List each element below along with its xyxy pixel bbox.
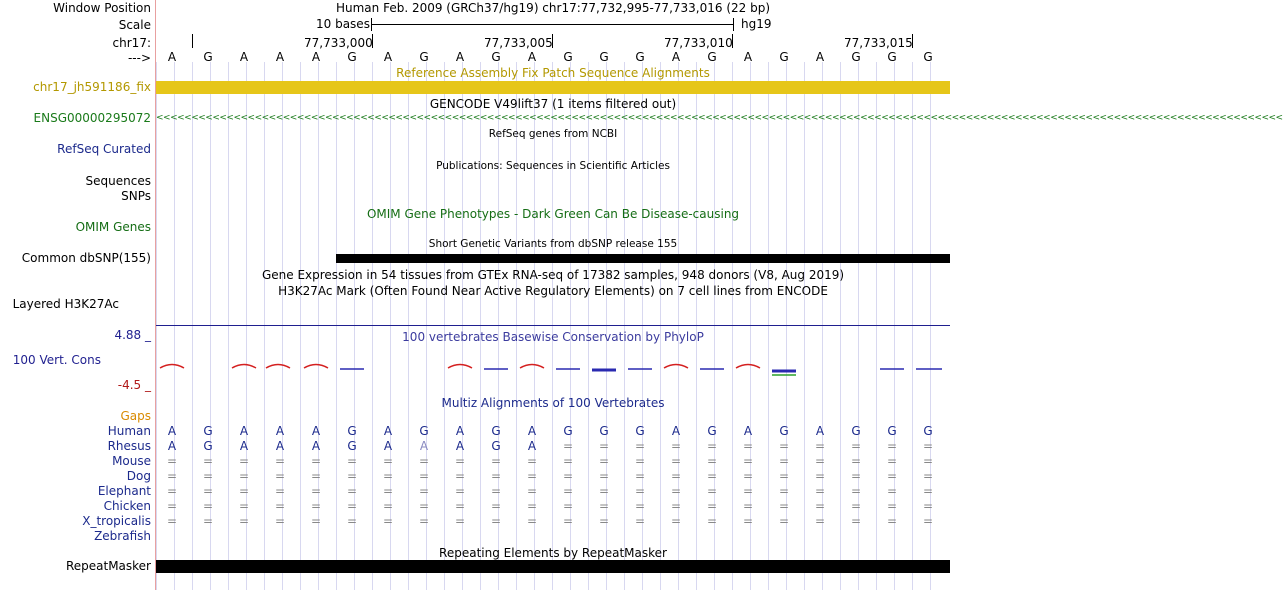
alignment-base: A [383, 424, 393, 438]
alignment-base: = [526, 454, 538, 468]
alignment-base: = [490, 514, 502, 528]
scale-text: 10 bases [316, 17, 370, 31]
sequence-base: G [419, 50, 429, 64]
grid-line [912, 62, 913, 590]
refseq-title: RefSeq genes from NCBI [488, 128, 618, 140]
sequence-base: G [599, 50, 609, 64]
sequence-base: A [167, 50, 177, 64]
sequence-base: A [239, 50, 249, 64]
sequence-base: G [851, 50, 861, 64]
position-text: Human Feb. 2009 (GRCh37/hg19) chr17:77,732,995-77,733,016 (22 bp) [335, 1, 770, 15]
alignment-base: = [922, 454, 934, 468]
grid-line [516, 62, 517, 590]
alignment-base: = [202, 484, 214, 498]
alignment-base: = [526, 469, 538, 483]
track-label-fix-patch[interactable]: chr17_jh591186_fix [33, 80, 151, 94]
alignment-base: = [814, 484, 826, 498]
grid-line [660, 62, 661, 590]
alignment-base: = [346, 469, 358, 483]
alignment-base: G [491, 424, 501, 438]
sequence-base: A [383, 50, 393, 64]
alignment-base: G [203, 424, 213, 438]
grid-line [300, 62, 301, 590]
alignment-base: = [634, 514, 646, 528]
track-label-snps[interactable]: SNPs [121, 189, 151, 203]
alignment-base: = [454, 469, 466, 483]
alignment-base: A [239, 439, 249, 453]
gtex-title: Gene Expression in 54 tissues from GTEx RNA-seq of 17382 samples, 948 donors (V8, Aug 2019) [261, 268, 845, 282]
grid-line [840, 62, 841, 590]
alignment-base: = [238, 499, 250, 513]
sequence-base: A [275, 50, 285, 64]
alignment-base: = [634, 454, 646, 468]
alignment-base: = [454, 454, 466, 468]
grid-line [192, 62, 193, 590]
sequence-base: G [563, 50, 573, 64]
alignment-base: = [238, 484, 250, 498]
publications-title: Publications: Sequences in Scientific Articles [436, 160, 670, 172]
alignment-base: = [490, 499, 502, 513]
scale-label: Scale [118, 18, 151, 32]
alignment-base: G [347, 439, 357, 453]
alignment-base: G [563, 424, 573, 438]
track-label-refseq[interactable]: RefSeq Curated [57, 142, 151, 156]
alignment-base: = [850, 484, 862, 498]
alignment-base: = [814, 514, 826, 528]
dbsnp-title: Short Genetic Variants from dbSNP release 155 [428, 238, 678, 250]
alignment-base: G [491, 439, 501, 453]
grid-line [804, 62, 805, 590]
alignment-base: = [742, 499, 754, 513]
alignment-base: = [166, 499, 178, 513]
alignment-base: = [382, 469, 394, 483]
track-label-gencode[interactable]: ENSG00000295072 [33, 111, 151, 125]
repeatmasker-element-bar[interactable] [156, 560, 950, 573]
repeatmasker-title: Repeating Elements by RepeatMasker [439, 546, 667, 560]
alignment-base: = [670, 454, 682, 468]
alignment-base: = [922, 484, 934, 498]
alignment-base: = [310, 484, 322, 498]
alignment-base: G [887, 424, 897, 438]
species-label[interactable]: Elephant [97, 484, 151, 498]
alignment-base: = [742, 439, 754, 453]
alignment-base: = [310, 499, 322, 513]
alignment-base: G [707, 424, 717, 438]
track-label-conservation[interactable]: 100 Vert. Cons [12, 353, 101, 367]
conservation-title: 100 vertebrates Basewise Conservation by PhyloP [402, 330, 704, 344]
grid-line [624, 62, 625, 590]
alignment-base: G [419, 424, 429, 438]
alignment-base: = [634, 469, 646, 483]
alignment-base: = [670, 499, 682, 513]
alignment-base: = [778, 454, 790, 468]
alignment-base: = [562, 484, 574, 498]
alignment-base: = [814, 469, 826, 483]
alignment-base: = [202, 499, 214, 513]
gencode-title: GENCODE V49lift37 (1 items filtered out) [429, 97, 677, 111]
alignment-base: A [671, 424, 681, 438]
alignment-base: = [886, 454, 898, 468]
track-label-column [0, 0, 156, 590]
alignment-base: = [274, 499, 286, 513]
alignment-base: = [310, 454, 322, 468]
sequence-base: A [527, 50, 537, 64]
alignment-base: = [670, 484, 682, 498]
sequence-base: A [743, 50, 753, 64]
alignment-base: = [742, 469, 754, 483]
alignment-base: = [850, 469, 862, 483]
window-position-label: Window Position [53, 1, 151, 15]
alignment-base: = [346, 514, 358, 528]
species-label[interactable]: X_tropicalis [82, 514, 151, 528]
alignment-base: = [490, 469, 502, 483]
sequence-base: G [491, 50, 501, 64]
alignment-base: = [238, 454, 250, 468]
alignment-base: = [346, 499, 358, 513]
alignment-base: = [778, 499, 790, 513]
alignment-base: = [706, 514, 718, 528]
alignment-base: = [454, 484, 466, 498]
grid-line [372, 62, 373, 590]
alignment-base: = [274, 469, 286, 483]
alignment-base: = [598, 484, 610, 498]
alignment-base: = [778, 439, 790, 453]
alignment-base: = [418, 484, 430, 498]
alignment-base: = [778, 484, 790, 498]
browser-image[interactable] [156, 0, 1283, 590]
alignment-base: = [238, 469, 250, 483]
alignment-base: = [706, 469, 718, 483]
alignment-base: = [238, 514, 250, 528]
alignment-base: A [527, 424, 537, 438]
alignment-base: = [418, 514, 430, 528]
alignment-base: A [239, 424, 249, 438]
sequence-base: G [635, 50, 645, 64]
alignment-base: = [310, 514, 322, 528]
alignment-base: A [455, 439, 465, 453]
alignment-base: = [526, 514, 538, 528]
grid-line [264, 62, 265, 590]
alignment-base: = [346, 454, 358, 468]
grid-line [228, 62, 229, 590]
alignment-base: A [311, 439, 321, 453]
alignment-base: = [850, 514, 862, 528]
alignment-base: = [526, 484, 538, 498]
sequence-base: G [923, 50, 933, 64]
species-label[interactable]: Zebrafish [94, 529, 151, 543]
alignment-base: = [598, 514, 610, 528]
alignment-base: = [562, 469, 574, 483]
gencode-gene-feature[interactable]: <<<<<<<<<<<<<<<<<<<<<<<<<<<<<<<<<<<<<<<<<<<<<<<<<<<<<<<<<<<<<<<<<<<<<<<<<<<<<<<<<<<<<<<<<<<<<<<<<<<<<<<<<<<<<<<<<<<<<<<<<<<<<<<<<<<<<<<<<<<<<<<<<<<<<<<<<<<<<<<< [156, 113, 1283, 123]
alignment-base: = [922, 514, 934, 528]
alignment-base: = [922, 499, 934, 513]
alignment-base: A [275, 424, 285, 438]
alignment-base: = [598, 439, 610, 453]
species-label[interactable]: Chicken [103, 499, 151, 513]
alignment-base: = [850, 454, 862, 468]
conservation-baseline [156, 325, 950, 326]
species-label[interactable]: Human [107, 424, 151, 438]
track-label-sequences[interactable]: Sequences [85, 174, 151, 188]
grid-line [444, 62, 445, 590]
alignment-base: = [418, 499, 430, 513]
grid-line [732, 62, 733, 590]
alignment-base: A [167, 424, 177, 438]
grid-line [408, 62, 409, 590]
alignment-base: = [382, 514, 394, 528]
grid-line [696, 62, 697, 590]
track-label-omim[interactable]: OMIM Genes [75, 220, 151, 234]
alignment-base: = [706, 454, 718, 468]
alignment-base: = [382, 499, 394, 513]
species-label[interactable]: Mouse [112, 454, 151, 468]
assembly-name: hg19 [741, 17, 772, 31]
alignment-base: = [490, 484, 502, 498]
alignment-base: = [274, 484, 286, 498]
alignment-base: = [850, 439, 862, 453]
strand-arrow-label[interactable]: ---> [127, 51, 151, 65]
alignment-base: G [599, 424, 609, 438]
grid-line [768, 62, 769, 590]
grid-line [588, 62, 589, 590]
alignment-base: = [742, 484, 754, 498]
track-label-dbsnp[interactable]: Common dbSNP(155) [21, 251, 151, 265]
sequence-base: A [815, 50, 825, 64]
alignment-base: = [382, 484, 394, 498]
alignment-base: = [598, 499, 610, 513]
alignment-base: = [634, 439, 646, 453]
multiz-title: Multiz Alignments of 100 Vertebrates [441, 396, 665, 410]
track-label-repeatmasker[interactable]: RepeatMasker [65, 559, 151, 573]
sequence-base: G [347, 50, 357, 64]
alignment-base: A [419, 439, 429, 453]
alignment-base: = [778, 469, 790, 483]
alignment-base: = [814, 499, 826, 513]
alignment-base: = [562, 499, 574, 513]
alignment-base: = [166, 514, 178, 528]
alignment-base: = [598, 454, 610, 468]
alignment-base: = [634, 499, 646, 513]
alignment-base: = [274, 514, 286, 528]
alignment-base: = [598, 469, 610, 483]
track-label-gaps[interactable]: Gaps [120, 409, 151, 423]
alignment-base: = [526, 499, 538, 513]
alignment-base: A [815, 424, 825, 438]
alignment-base: = [382, 454, 394, 468]
alignment-base: = [850, 499, 862, 513]
alignment-base: A [275, 439, 285, 453]
alignment-base: G [779, 424, 789, 438]
alignment-base: = [166, 454, 178, 468]
dbsnp-variant-bar[interactable] [336, 254, 950, 263]
ruler-tick-label: 77,733,015 [844, 36, 913, 50]
alignment-base: = [886, 439, 898, 453]
alignment-base: A [527, 439, 537, 453]
conservation-max-label: 4.88 _ [114, 328, 151, 342]
alignment-base: = [202, 454, 214, 468]
alignment-base: = [562, 514, 574, 528]
ruler-tick-label: 77,733,000 [304, 36, 373, 50]
grid-line [552, 62, 553, 590]
alignment-base: = [490, 454, 502, 468]
alignment-base: = [886, 469, 898, 483]
ruler-tick-label: 77,733,005 [484, 36, 553, 50]
sequence-base: A [311, 50, 321, 64]
alignment-base: = [886, 484, 898, 498]
alignment-base: G [851, 424, 861, 438]
alignment-base: = [562, 454, 574, 468]
alignment-base: = [742, 454, 754, 468]
sequence-base: G [779, 50, 789, 64]
ruler-tick [192, 34, 193, 48]
alignment-base: G [347, 424, 357, 438]
grid-line [480, 62, 481, 590]
grid-line [336, 62, 337, 590]
alignment-base: = [418, 469, 430, 483]
fix-patch-title: Reference Assembly Fix Patch Sequence Alignments [396, 66, 710, 80]
sequence-base: G [707, 50, 717, 64]
alignment-base: G [203, 439, 213, 453]
alignment-base: A [743, 424, 753, 438]
grid-line [876, 62, 877, 590]
conservation-logo-plot[interactable] [156, 355, 950, 385]
omim-title: OMIM Gene Phenotypes - Dark Green Can Be Disease-causing [366, 207, 740, 221]
alignment-base: = [454, 499, 466, 513]
sequence-base: G [203, 50, 213, 64]
alignment-base: = [166, 469, 178, 483]
ruler-tick-label: 77,733,010 [664, 36, 733, 50]
alignment-base: = [922, 439, 934, 453]
alignment-base: = [670, 439, 682, 453]
alignment-base: A [167, 439, 177, 453]
alignment-base: A [383, 439, 393, 453]
species-label[interactable]: Dog [126, 469, 151, 483]
chrom-label: chr17: [112, 36, 151, 50]
alignment-base: = [670, 514, 682, 528]
sequence-base: G [887, 50, 897, 64]
alignment-base: = [310, 469, 322, 483]
alignment-base: = [814, 439, 826, 453]
alignment-base: A [455, 424, 465, 438]
alignment-base: = [814, 454, 826, 468]
alignment-base: = [778, 514, 790, 528]
sequence-base: A [671, 50, 681, 64]
alignment-base: = [706, 439, 718, 453]
species-label[interactable]: Rhesus [107, 439, 151, 453]
alignment-base: G [923, 424, 933, 438]
alignment-base: = [706, 499, 718, 513]
grid-line [156, 62, 157, 590]
alignment-base: = [634, 484, 646, 498]
alignment-base: = [274, 454, 286, 468]
alignment-base: = [346, 484, 358, 498]
alignment-base: A [311, 424, 321, 438]
track-label-h3k27ac[interactable]: Layered H3K27Ac [12, 297, 119, 311]
conservation-min-label: -4.5 _ [117, 378, 151, 392]
alignment-base: G [635, 424, 645, 438]
alignment-base: = [454, 514, 466, 528]
alignment-base: = [166, 484, 178, 498]
alignment-base: = [202, 514, 214, 528]
h3k27ac-title: H3K27Ac Mark (Often Found Near Active Regulatory Elements) on 7 cell lines from ENCODE [278, 284, 828, 298]
alignment-base: = [562, 439, 574, 453]
alignment-base: = [922, 469, 934, 483]
fix-patch-alignment-bar[interactable] [156, 81, 950, 94]
sequence-base: A [455, 50, 465, 64]
alignment-base: = [202, 469, 214, 483]
alignment-base: = [742, 514, 754, 528]
alignment-base: = [886, 499, 898, 513]
alignment-base: = [886, 514, 898, 528]
alignment-base: = [418, 454, 430, 468]
alignment-base: = [670, 469, 682, 483]
alignment-base: = [706, 484, 718, 498]
